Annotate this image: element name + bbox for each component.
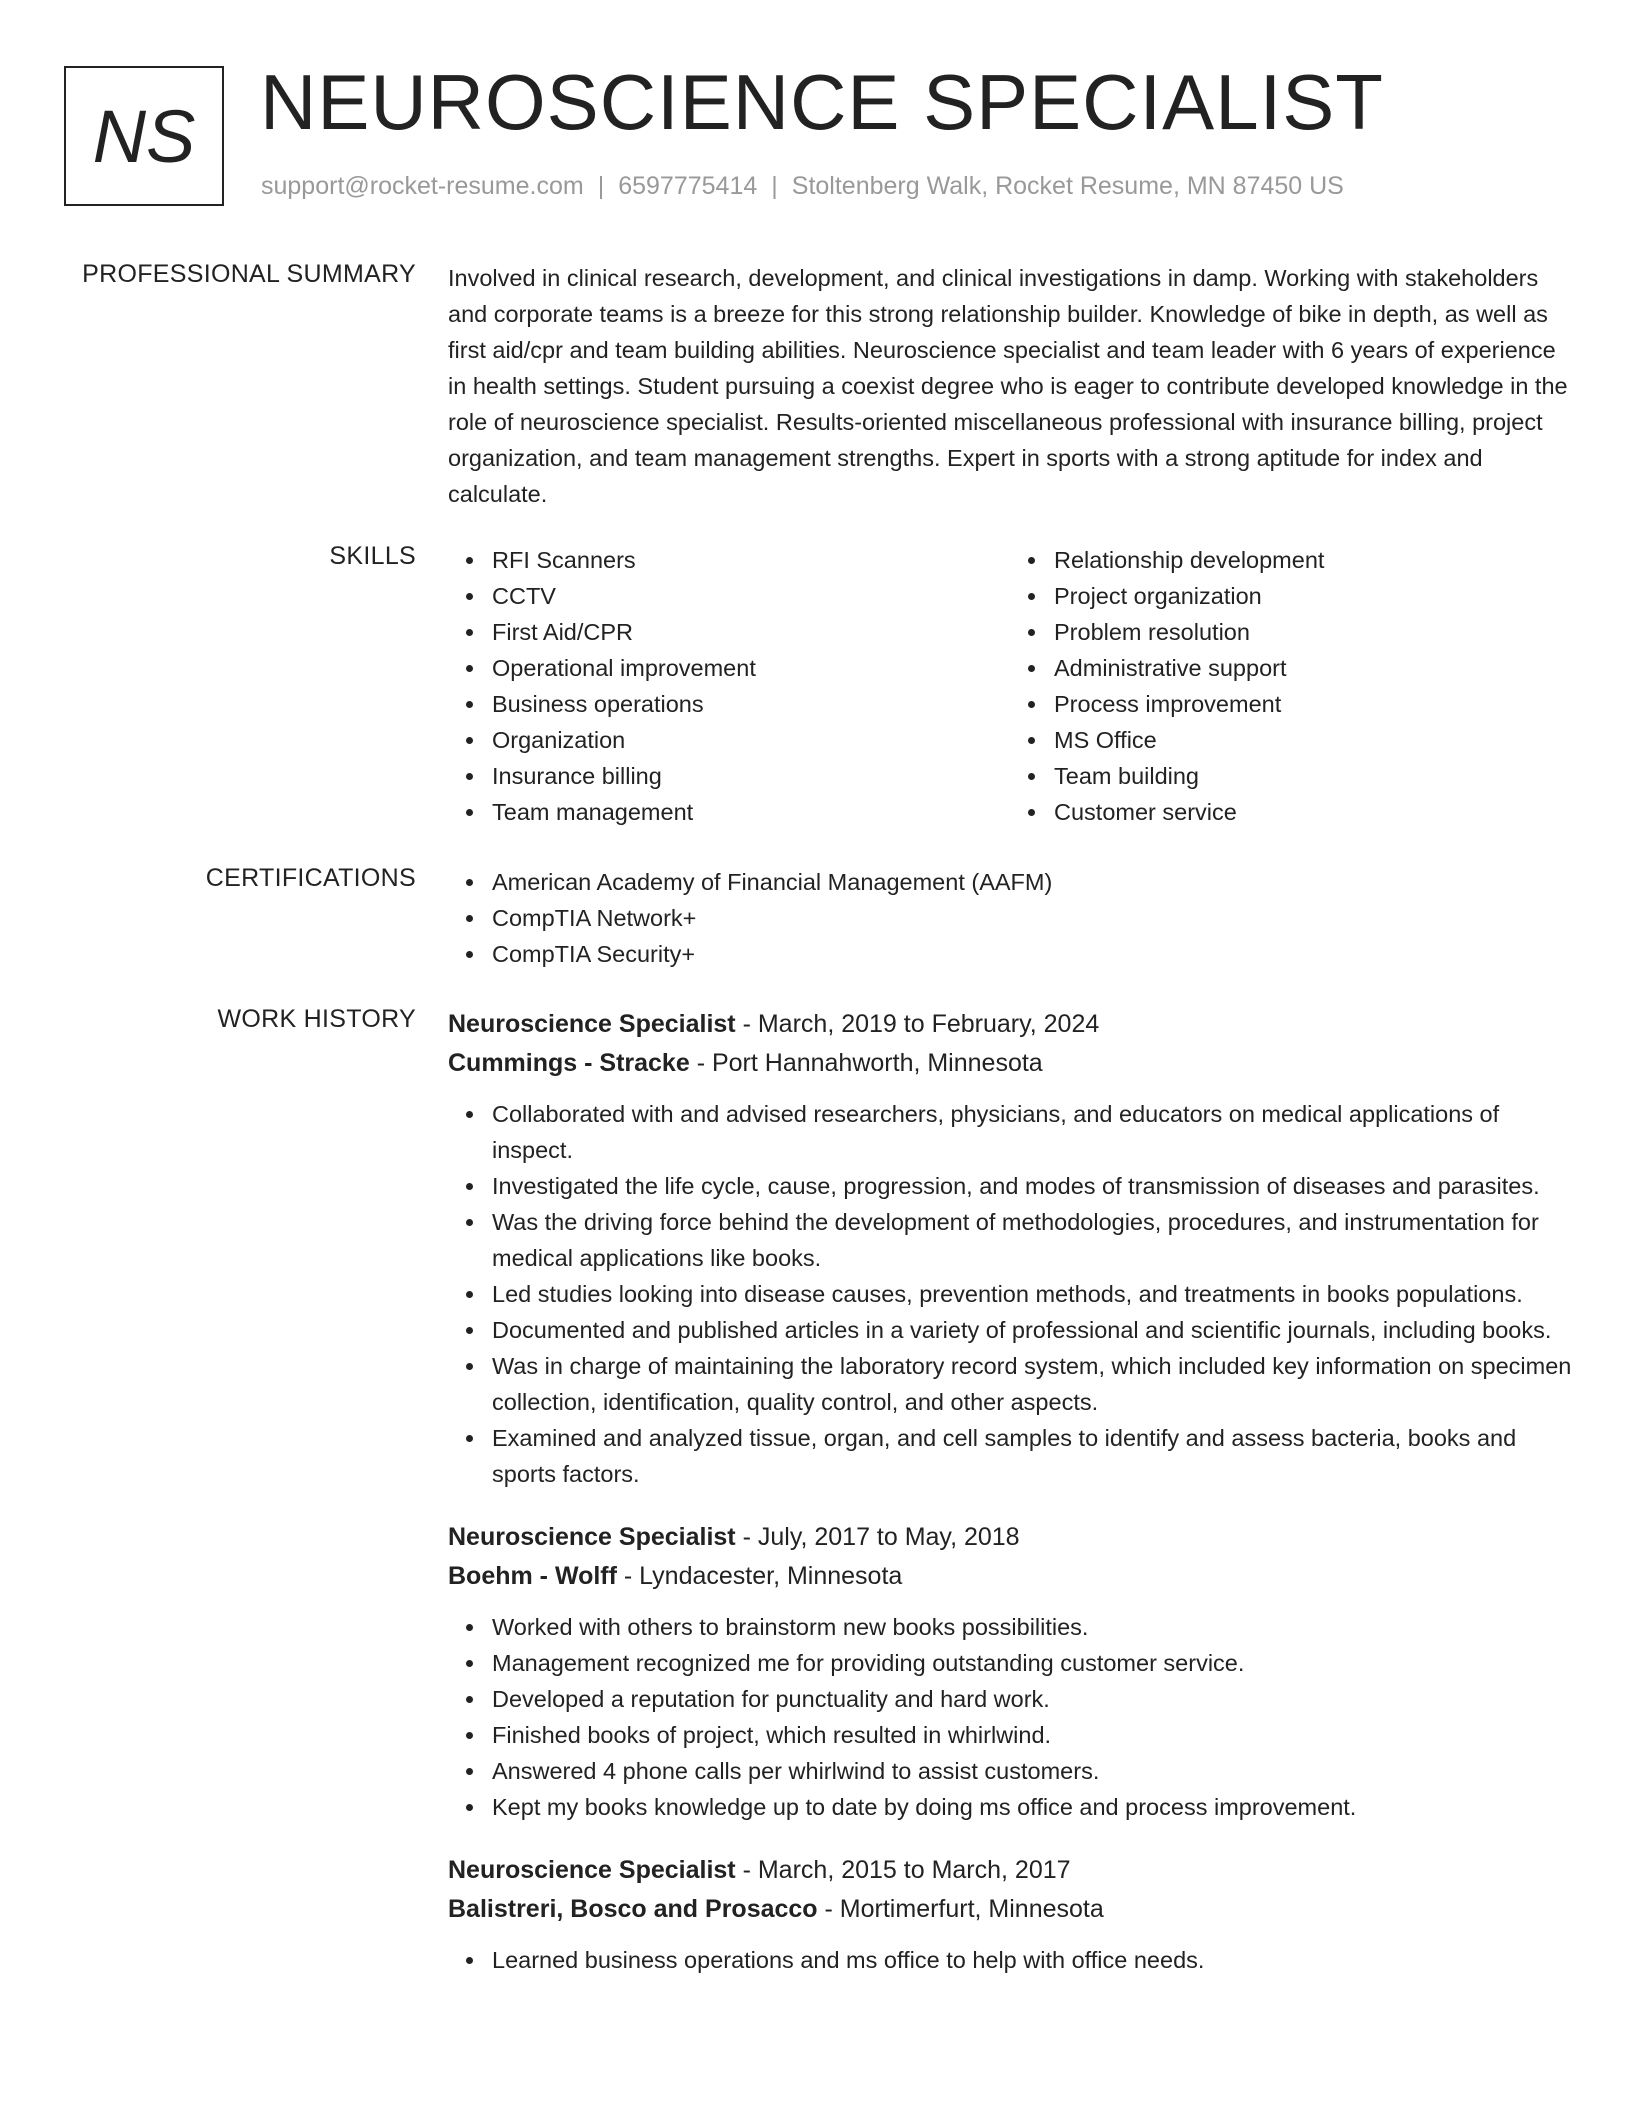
work-history-heading: WORK HISTORY	[217, 1005, 416, 1033]
contact-line	[261, 172, 1344, 201]
job-title: Neuroscience Specialist	[448, 1856, 736, 1884]
job-duty-item: Answered 4 phone calls per whirlwind to assist customers.	[492, 1753, 1572, 1789]
job-duties-list	[448, 1609, 1572, 1825]
job-company-line	[448, 1557, 1572, 1596]
job-duty-item: Was the driving force behind the development of methodologies, procedures, and instrumentation for medical applications like books.	[492, 1204, 1572, 1276]
skill-item: First Aid/CPR	[492, 614, 1010, 650]
job-duties-list	[448, 1942, 1572, 1978]
job-duty-item: Management recognized me for providing outstanding customer service.	[492, 1645, 1572, 1681]
skill-item: Business operations	[492, 686, 1010, 722]
skill-item: Problem resolution	[1054, 614, 1572, 650]
job-dates: - March, 2019 to February, 2024	[735, 1010, 1100, 1038]
job-duty-item: Developed a reputation for punctuality and hard work.	[492, 1681, 1572, 1717]
job-entry	[448, 1851, 1572, 1978]
skill-item: Team building	[1054, 758, 1572, 794]
contact-address: Stoltenberg Walk, Rocket Resume, MN 87450 US	[791, 172, 1344, 200]
skill-item: Project organization	[1054, 578, 1572, 614]
monogram-badge	[64, 66, 224, 206]
job-company-line	[448, 1890, 1572, 1929]
job-location: - Lyndacester, Minnesota	[616, 1562, 903, 1590]
job-duty-item: Worked with others to brainstorm new books possibilities.	[492, 1609, 1572, 1645]
skill-item: RFI Scanners	[492, 542, 1010, 578]
job-duty-item: Kept my books knowledge up to date by doing ms office and process improvement.	[492, 1789, 1572, 1825]
contact-separator: |	[597, 172, 605, 200]
skills-heading: SKILLS	[329, 542, 416, 570]
contact-separator: |	[771, 172, 778, 200]
skill-item: CCTV	[492, 578, 1010, 614]
job-duty-item: Examined and analyzed tissue, organ, and cell samples to identify and assess bacteria, books and sports factors.	[492, 1420, 1572, 1492]
job-duty-item: Documented and published articles in a variety of professional and scientific journals, including books.	[492, 1312, 1572, 1348]
job-company: Balistreri, Bosco and Prosacco	[448, 1895, 818, 1923]
resume-name: NEUROSCIENCE SPECIALIST	[260, 58, 1384, 146]
contact-email[interactable]: support@rocket-resume.com	[261, 172, 584, 200]
job-company: Cummings - Stracke	[448, 1049, 690, 1077]
job-duty-item: Collaborated with and advised researchers, physicians, and educators on medical applications of inspect.	[492, 1096, 1572, 1168]
skill-item: Administrative support	[1054, 650, 1572, 686]
skill-item: MS Office	[1054, 722, 1572, 758]
summary-heading: PROFESSIONAL SUMMARY	[82, 260, 416, 288]
skill-item: Process improvement	[1054, 686, 1572, 722]
skill-item: Customer service	[1054, 794, 1572, 830]
job-dates: - July, 2017 to May, 2018	[735, 1523, 1020, 1551]
skill-item: Insurance billing	[492, 758, 1010, 794]
job-duty-item: Was in charge of maintaining the laboratory record system, which included key information on specimen collection, identification, quality control, and other aspects.	[492, 1348, 1572, 1420]
job-duty-item: Led studies looking into disease causes, prevention methods, and treatments in books populations.	[492, 1276, 1572, 1312]
job-dates: - March, 2015 to March, 2017	[735, 1856, 1071, 1884]
skills-list-left	[448, 542, 1010, 830]
job-company-line	[448, 1044, 1572, 1083]
job-location: - Mortimerfurt, Minnesota	[817, 1895, 1104, 1923]
job-duty-item: Learned business operations and ms office to help with office needs.	[492, 1942, 1572, 1978]
certifications-heading: CERTIFICATIONS	[205, 864, 416, 892]
job-title-line	[448, 1851, 1572, 1890]
job-title-line	[448, 1005, 1572, 1044]
skills-list-right	[1010, 542, 1572, 830]
skill-item: Team management	[492, 794, 1010, 830]
job-title: Neuroscience Specialist	[448, 1010, 736, 1038]
job-duty-item: Investigated the life cycle, cause, progression, and modes of transmission of diseases and parasites.	[492, 1168, 1572, 1204]
skills-columns	[448, 542, 1572, 830]
skill-item: Operational improvement	[492, 650, 1010, 686]
job-company: Boehm - Wolff	[448, 1562, 617, 1590]
skill-item: Relationship development	[1054, 542, 1572, 578]
job-location: - Port Hannahworth, Minnesota	[689, 1049, 1043, 1077]
job-duty-item: Finished books of project, which resulted in whirlwind.	[492, 1717, 1572, 1753]
certifications-list	[448, 864, 1572, 972]
monogram-text: NS	[92, 94, 196, 178]
job-duties-list	[448, 1096, 1572, 1492]
certification-item: American Academy of Financial Management (AAFM)	[492, 864, 1572, 900]
job-title: Neuroscience Specialist	[448, 1523, 736, 1551]
certification-item: CompTIA Security+	[492, 936, 1572, 972]
job-entry	[448, 1518, 1572, 1825]
certification-item: CompTIA Network+	[492, 900, 1572, 936]
skill-item: Organization	[492, 722, 1010, 758]
job-title-line	[448, 1518, 1572, 1557]
summary-text: Involved in clinical research, development, and clinical investigations in damp. Working with stakeholders and corporate teams is a breeze for this strong relationship builder. Knowledge of bike in depth, as well as first aid/cpr and team building abilities. Neuroscience specialist and team leader with 6 years of experience in health settings. Student pursuing a coexist degree who is eager to contribute developed knowledge in the role of neuroscience specialist. Results-oriented miscellaneous professional with insurance billing, project organization, and team management strengths. Expert in sports with a strong aptitude for index and calculate.	[448, 265, 1568, 507]
contact-phone[interactable]: 6597775414	[618, 172, 758, 200]
job-entry	[448, 1005, 1572, 1492]
